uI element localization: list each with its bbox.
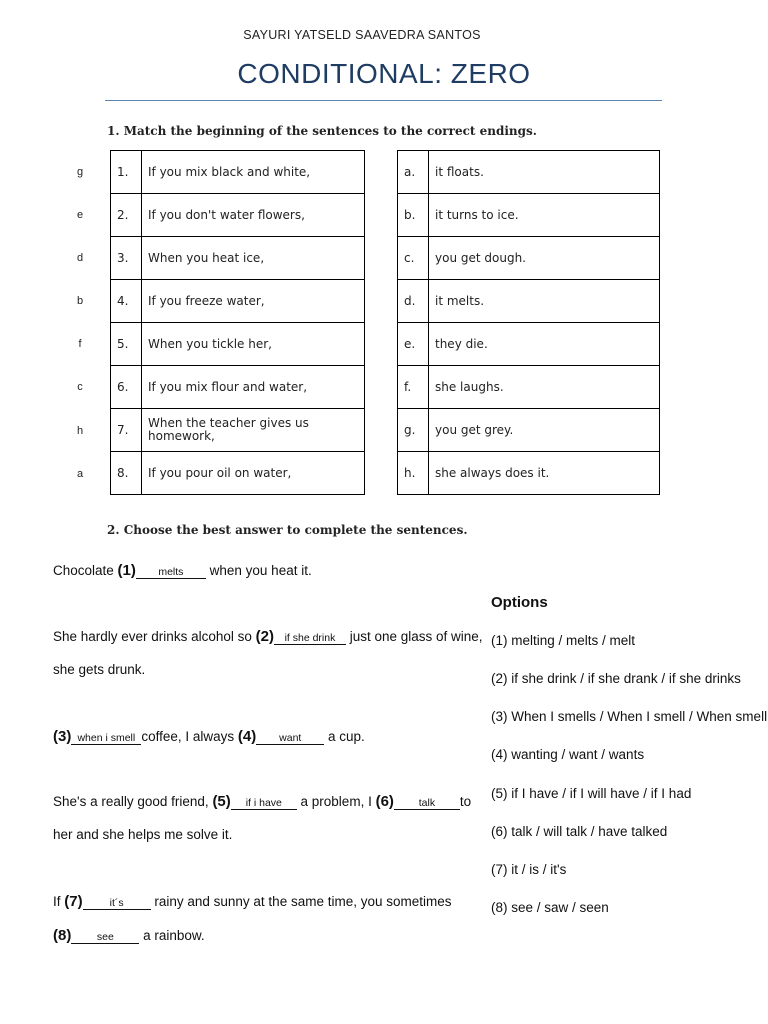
row-letter: e. [398,323,429,366]
answer-8: a [76,468,84,480]
options-title: Options [491,594,548,611]
answer-6: c [77,381,83,393]
sentence-beginning: If you don't water flowers, [142,194,365,237]
option-7: (7) it / is / it's [491,862,567,877]
sentence-text: a rainbow. [139,928,205,943]
answer-blank-4[interactable]: want [256,732,324,745]
table-row [111,409,365,452]
table-row [111,323,365,366]
blank-number: (3) [53,728,72,745]
table-row [111,452,365,495]
table-row [111,366,365,409]
row-letter: a. [398,151,429,194]
sentence-beginning: If you pour oil on water, [142,452,365,495]
sentence-beginning: When you heat ice, [142,237,365,280]
blank-number: (6) [375,793,394,810]
table-row [398,151,660,194]
sentence-ending: it turns to ice. [429,194,660,237]
row-letter: g. [398,409,429,452]
blank-number: (4) [237,728,257,745]
sentence-5-continued [53,927,205,944]
blank-number: (1) [117,562,136,579]
row-letter: b. [398,194,429,237]
table-row [398,237,660,280]
answer-blank-8[interactable]: see [71,931,139,944]
table-row [111,280,365,323]
table-row [111,194,365,237]
sentence-ending: she laughs. [429,366,660,409]
row-number: 1. [111,151,142,194]
table-row [398,452,660,495]
option-4: (4) wanting / want / wants [491,747,645,762]
table-row [398,409,660,452]
option-1: (1) melting / melts / melt [491,633,636,648]
sentence-5 [53,893,452,910]
table-row [398,366,660,409]
option-6: (6) talk / will talk / have talked [491,824,668,839]
author-name: SAYURI YATSELD SAAVEDRA SANTOS [243,28,481,42]
sentence-2 [53,628,483,645]
sentence-beginning: If you mix black and white, [142,151,365,194]
answer-7: h [76,425,84,437]
sentence-text: when you heat it. [205,563,312,578]
sentence-ending: she always does it. [429,452,660,495]
answer-1: g [76,166,84,178]
row-letter: c. [398,237,429,280]
sentence-beginning: If you freeze water, [142,280,365,323]
answer-blank-1[interactable]: melts [136,566,206,579]
sentence-ending: it melts. [429,280,660,323]
sentence-beginning: If you mix flour and water, [142,366,365,409]
row-number: 3. [111,237,142,280]
sentence-ending: they die. [429,323,660,366]
sentence-2-continued: she gets drunk. [53,662,146,677]
sentence-4 [53,793,471,810]
title-divider [105,100,662,101]
sentence-ending: you get grey. [429,409,660,452]
row-number: 7. [111,409,142,452]
table-row [398,323,660,366]
blank-number: (8) [53,927,72,944]
table-row [111,151,365,194]
sentence-text: a problem, I [296,794,376,809]
blank-number: (5) [212,793,231,810]
blank-number: (2) [255,628,274,645]
option-5: (5) if I have / if I will have / if I had [491,786,692,801]
table-row [398,280,660,323]
row-number: 5. [111,323,142,366]
row-number: 6. [111,366,142,409]
sentence-text: a cup. [324,729,365,744]
sentence-text: just one glass of wine, [345,629,483,644]
exercise2-instruction: 2. Choose the best answer to complete the sentences. [107,523,468,537]
answer-4: b [76,295,84,307]
sentence-text: rainy and sunny at the same time, you sometimes [150,894,452,909]
option-2: (2) if she drink / if she drank / if she drinks [491,671,741,686]
sentence-ending: you get dough. [429,237,660,280]
answer-blank-2[interactable]: if she drink [274,632,346,645]
answer-blank-5[interactable]: if i have [231,797,297,810]
table-row [111,237,365,280]
blank-number: (7) [64,893,83,910]
sentence-text: She hardly ever drinks alcohol so [53,629,256,644]
option-8: (8) see / saw / seen [491,900,609,915]
sentence-3 [53,728,365,745]
row-letter: d. [398,280,429,323]
option-3: (3) When I smells / When I smell / When smell [491,709,768,724]
row-number: 8. [111,452,142,495]
row-letter: h. [398,452,429,495]
beginnings-table [110,150,365,495]
answer-blank-3[interactable]: when i smell [71,732,141,745]
answer-blank-6[interactable]: talk [394,797,460,810]
sentence-text: Chocolate [53,563,118,578]
row-number: 2. [111,194,142,237]
sentence-beginning: When you tickle her, [142,323,365,366]
exercise1-instruction: 1. Match the beginning of the sentences to the correct endings. [107,124,537,138]
row-number: 4. [111,280,142,323]
sentence-text: coffee, I always [141,729,238,744]
sentence-1 [53,562,312,579]
worksheet-title: CONDITIONAL: ZERO [237,58,531,89]
sentence-text: to [459,794,472,809]
sentence-text: If [53,894,65,909]
sentence-ending: it floats. [429,151,660,194]
answer-blank-7[interactable]: it´s [83,897,151,910]
sentence-text: She's a really good friend, [53,794,213,809]
row-letter: f. [398,366,429,409]
answer-3: d [76,252,84,264]
answer-5: f [78,338,82,350]
answer-2: e [76,209,84,221]
sentence-4-continued: her and she helps me solve it. [53,827,233,842]
table-row [398,194,660,237]
endings-table [397,150,660,495]
sentence-beginning: When the teacher gives us homework, [142,409,365,452]
